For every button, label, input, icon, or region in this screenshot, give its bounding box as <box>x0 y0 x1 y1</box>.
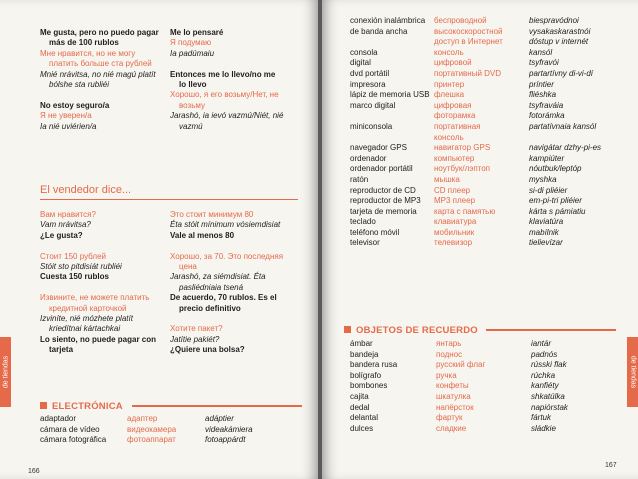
transliteration: myshka <box>529 174 557 184</box>
spanish-term: cámara fotográfica <box>40 435 107 445</box>
phrase-line: Vale al menos 80 <box>170 230 235 240</box>
phrase-line: kriedítnai kártachkai <box>49 324 121 334</box>
spanish-term: ámbar <box>350 339 373 348</box>
vocab-row <box>350 37 609 48</box>
russian-term: шкатулка <box>436 391 471 401</box>
vocab-row <box>350 196 609 207</box>
section-tab <box>627 337 638 407</box>
vocab-row <box>350 58 609 69</box>
transliteration: klaviatúra <box>529 217 564 227</box>
phrase-line: Jatítie pakiét? <box>170 334 220 344</box>
phrase-line: Я не уверен/а <box>40 111 92 121</box>
russian-term: русский флаг <box>436 360 486 370</box>
vocab-row <box>40 425 275 436</box>
russian-term: беспроводной <box>434 16 487 25</box>
vocab-row <box>350 16 609 27</box>
transliteration: fotorámka <box>529 111 565 121</box>
russian-term: флешка <box>434 90 465 100</box>
page-number: 166 <box>28 468 40 475</box>
spanish-term: de banda ancha <box>350 26 408 36</box>
spanish-term: conexión inalámbrica <box>350 16 426 25</box>
phrase-line: No estoy seguro/a <box>40 100 110 110</box>
phrase-block-top-right <box>170 28 310 132</box>
russian-term: телевизор <box>434 238 473 248</box>
vocab-row <box>40 414 275 425</box>
transliteration: iantár <box>531 339 552 348</box>
phrase-line: Jarashó, ia ievó vazmú/Niét, nié <box>170 111 284 121</box>
transliteration: padnós <box>531 349 558 359</box>
russian-term: цифровая <box>434 100 472 110</box>
spanish-term: lápiz de memoria USB <box>350 90 430 100</box>
spanish-term: consola <box>350 47 378 57</box>
section-marker-icon <box>344 326 351 333</box>
phrase-line: Me lo pensaré <box>170 28 224 37</box>
spanish-term: bombones <box>350 381 388 391</box>
spanish-term: bandeja <box>350 349 379 359</box>
phrase-line: Стоит 150 рублей <box>40 251 106 261</box>
electronica-title: ELECTRÓNICA <box>52 401 123 412</box>
spanish-term <box>350 37 434 48</box>
phrase-line <box>170 241 310 251</box>
vendor-phrases-left <box>40 210 165 356</box>
spanish-term: teclado <box>350 217 376 227</box>
phrase-line: Izviníte, nié mózhete platít <box>40 314 133 324</box>
electronics-table <box>350 16 609 249</box>
page-number: 167 <box>605 462 617 469</box>
electronica-table <box>40 414 275 446</box>
spanish-term: adaptador <box>40 414 77 423</box>
phrase-line: платить больше ста рублей <box>49 59 152 69</box>
phrase-line: Это стоит минимум 80 <box>170 210 254 219</box>
phrase-line: Cuesta 150 rublos <box>40 272 109 282</box>
vocab-row <box>350 207 609 218</box>
russian-term: сладкие <box>436 423 467 433</box>
russian-term: навигатор GPS <box>434 143 491 153</box>
transliteration: nóutbuk/leptóp <box>529 164 582 174</box>
spanish-term: impresora <box>350 79 386 89</box>
souvenirs-table <box>350 339 611 434</box>
phrase-line: tarjeta <box>49 345 74 355</box>
transliteration: mabílnik <box>529 227 559 237</box>
transliteration: rúchka <box>531 370 556 380</box>
vocab-row <box>350 69 609 80</box>
phrase-line: precio definitivo <box>179 303 241 313</box>
vocab-row <box>350 392 611 403</box>
section-tab <box>0 337 11 407</box>
spanish-term: bandera rusa <box>350 360 398 370</box>
vocab-row <box>350 228 609 239</box>
transliteration: fártuk <box>531 413 552 423</box>
phrase-line: Извините, не можете платить <box>40 293 150 303</box>
section-tab-label: de tiendas <box>629 355 636 389</box>
spanish-term: tarjeta de memoria <box>350 206 417 216</box>
phrase-line: Me gusta, pero no puedo pagar <box>40 28 159 37</box>
vocab-row <box>350 27 609 38</box>
phrase-line <box>170 59 310 69</box>
spanish-term: ordenador <box>350 153 387 163</box>
spanish-term: delantal <box>350 413 379 423</box>
russian-term: фотоаппарат <box>127 435 176 445</box>
transliteration: em-pi-tri pliéier <box>529 196 582 206</box>
spanish-term: dulces <box>350 423 374 433</box>
russian-term: фартук <box>436 413 463 423</box>
spanish-term <box>350 133 434 144</box>
spanish-term <box>350 111 434 122</box>
transliteration: fotoappárdt <box>205 435 246 445</box>
vocab-row <box>350 424 611 435</box>
vocab-row <box>350 143 609 154</box>
vocab-row <box>350 381 611 392</box>
russian-term: видеокамера <box>127 424 177 434</box>
souvenirs-rule <box>486 329 616 331</box>
russian-term: клавиатура <box>434 217 477 227</box>
phrase-line: ¿Le gusta? <box>40 230 83 240</box>
vocab-row <box>350 186 609 197</box>
transliteration: si-di pliéier <box>529 185 568 195</box>
phrase-line: кредитной карточкой <box>49 303 127 313</box>
transliteration: shkatúlka <box>531 391 565 401</box>
transliteration: kanfiéty <box>531 381 559 391</box>
russian-term: консоль <box>434 132 464 142</box>
transliteration: kansól <box>529 47 553 57</box>
transliteration: tsyfraváia <box>529 100 564 110</box>
russian-term: мобильник <box>434 227 475 237</box>
spanish-term: teléfono móvil <box>350 227 400 237</box>
phrase-line <box>40 90 165 100</box>
russian-term: напёрсток <box>436 402 474 412</box>
russian-term: ноутбук/лэптоп <box>434 164 491 174</box>
phrase-line: Хорошо, за 70. Это последняя <box>170 251 284 261</box>
spanish-term: cajita <box>350 391 369 401</box>
vocab-row <box>350 175 609 186</box>
transliteration: biespravódnoi <box>529 16 579 25</box>
spanish-term: ratón <box>350 174 369 184</box>
phrase-line <box>40 283 165 293</box>
russian-term: CD плеер <box>434 185 471 195</box>
russian-term: доступ в Интернет <box>434 37 503 47</box>
vocab-row <box>350 413 611 424</box>
vendor-phrases-right <box>170 210 310 356</box>
transliteration: partatívnaia kansól <box>529 121 597 131</box>
vendor-section-rule <box>40 199 298 200</box>
transliteration: navigátar dzhy-pi-es <box>529 143 602 153</box>
right-page <box>322 0 638 479</box>
phrase-line: цена <box>179 262 197 272</box>
spanish-term: bolígrafo <box>350 370 382 380</box>
vocab-row <box>350 217 609 228</box>
russian-term: поднос <box>436 349 463 359</box>
transliteration: vysakaskarastnói <box>529 26 591 36</box>
vocab-row <box>350 111 609 122</box>
vocab-row <box>350 350 611 361</box>
transliteration: kampiúter <box>529 153 565 163</box>
vocab-row <box>350 238 609 249</box>
phrase-line: lo llevo <box>179 80 207 90</box>
phrase-line: ¿Quiere una bolsa? <box>170 345 245 355</box>
transliteration <box>529 133 609 144</box>
section-tab-label: de tiendas <box>2 355 9 389</box>
russian-term: мышка <box>434 174 460 184</box>
phrase-line: Entonces me lo llevo/no me <box>170 69 276 79</box>
russian-term: янтарь <box>436 339 462 348</box>
spanish-term: digital <box>350 58 371 68</box>
phrase-line: bólshe sta rubliéi <box>49 80 110 90</box>
phrase-line: Вам нравится? <box>40 210 96 219</box>
left-page <box>0 0 318 479</box>
phrase-line: Хотите пакет? <box>170 324 223 334</box>
souvenirs-title: OBJETOS DE RECUERDO <box>356 325 478 336</box>
spanish-term: miniconsola <box>350 121 393 131</box>
vocab-row <box>40 435 275 446</box>
phrase-line: возьму <box>179 100 205 110</box>
russian-term: конфеты <box>436 381 469 391</box>
electronica-rule <box>132 405 302 407</box>
phrase-line <box>40 241 165 251</box>
transliteration: tielievízar <box>529 238 563 248</box>
phrase-line: Éta stóit mínimum vósiemdisiat <box>170 220 281 230</box>
phrase-line: Lo siento, no puede pagar con <box>40 334 157 344</box>
russian-term: цифровой <box>434 58 472 68</box>
phrase-block-top-left <box>40 28 165 132</box>
transliteration: sládkie <box>531 423 556 433</box>
russian-term: высокоскоростной <box>434 26 503 36</box>
vocab-row <box>350 90 609 101</box>
spanish-term: navegador GPS <box>350 143 407 153</box>
phrase-line <box>170 314 310 324</box>
vocab-row <box>350 48 609 59</box>
spanish-term: reproductor de CD <box>350 185 416 195</box>
phrase-line: Ia nié uviérien/a <box>40 121 97 131</box>
russian-term: портативная <box>434 121 481 131</box>
spanish-term: ordenador portátil <box>350 164 413 174</box>
spanish-term: reproductor de MP3 <box>350 196 421 206</box>
vocab-row <box>350 154 609 165</box>
phrase-line: pasliédniaia tsená <box>179 282 244 292</box>
phrase-line: Mnié nrávitsa, no nié magú platít <box>40 69 156 79</box>
russian-term: фоторамка <box>434 111 476 121</box>
vocab-row <box>350 164 609 175</box>
russian-term: принтер <box>434 79 465 89</box>
russian-term: ручка <box>436 370 457 380</box>
transliteration: videakámiera <box>205 424 253 434</box>
spanish-term: marco digital <box>350 100 396 110</box>
transliteration: partartívny di-vi-dí <box>529 68 594 78</box>
phrase-line: Хорошо, я его возьму/Нет, не <box>170 90 279 100</box>
phrase-line: Мне нравится, но не могу <box>40 48 136 58</box>
transliteration: príntier <box>529 79 554 89</box>
spanish-term: cámara de vídeo <box>40 424 100 434</box>
spanish-term: dedal <box>350 402 370 412</box>
phrase-line: Vam nrávitsa? <box>40 220 91 230</box>
vocab-row <box>350 133 609 144</box>
transliteration: fliéshka <box>529 90 557 100</box>
russian-term: карта с памятью <box>434 206 496 216</box>
spanish-term: dvd portátil <box>350 68 390 78</box>
phrase-line: Jarashó, za siémdisiat. Éta <box>170 272 266 282</box>
transliteration: dóstup v internét <box>529 37 589 47</box>
transliteration: rússki flak <box>531 360 567 370</box>
vocab-row <box>350 122 609 133</box>
transliteration: kárta s pámiatiu <box>529 206 586 216</box>
russian-term: компьютер <box>434 153 475 163</box>
phrase-line: vazmú <box>179 121 203 131</box>
transliteration: napiórstak <box>531 402 568 412</box>
vocab-row <box>350 371 611 382</box>
vocab-row <box>350 360 611 371</box>
russian-term: адаптер <box>127 414 158 423</box>
vocab-row <box>350 80 609 91</box>
phrase-line: más de 100 rublos <box>49 38 119 48</box>
vocab-row <box>350 101 609 112</box>
transliteration: adáptier <box>205 414 234 423</box>
russian-term: MP3 плеер <box>434 196 476 206</box>
phrase-line: Ia padúmaiu <box>170 48 215 58</box>
russian-term: портативный DVD <box>434 68 502 78</box>
phrase-line: Stóit sto pitdisiát rubliéi <box>40 262 122 272</box>
souvenirs-heading <box>344 325 619 336</box>
vocab-row <box>350 339 611 350</box>
section-marker-icon <box>40 402 47 409</box>
transliteration: tsyfravói <box>529 58 559 68</box>
russian-term: консоль <box>434 47 464 57</box>
electronica-heading <box>40 401 305 412</box>
spanish-term: televisor <box>350 238 380 248</box>
vocab-row <box>350 403 611 414</box>
phrase-line: De acuerdo, 70 rublos. Es el <box>170 293 277 303</box>
vendor-section-title: El vendedor dice... <box>40 184 132 196</box>
phrase-line: Я подумаю <box>170 38 212 48</box>
